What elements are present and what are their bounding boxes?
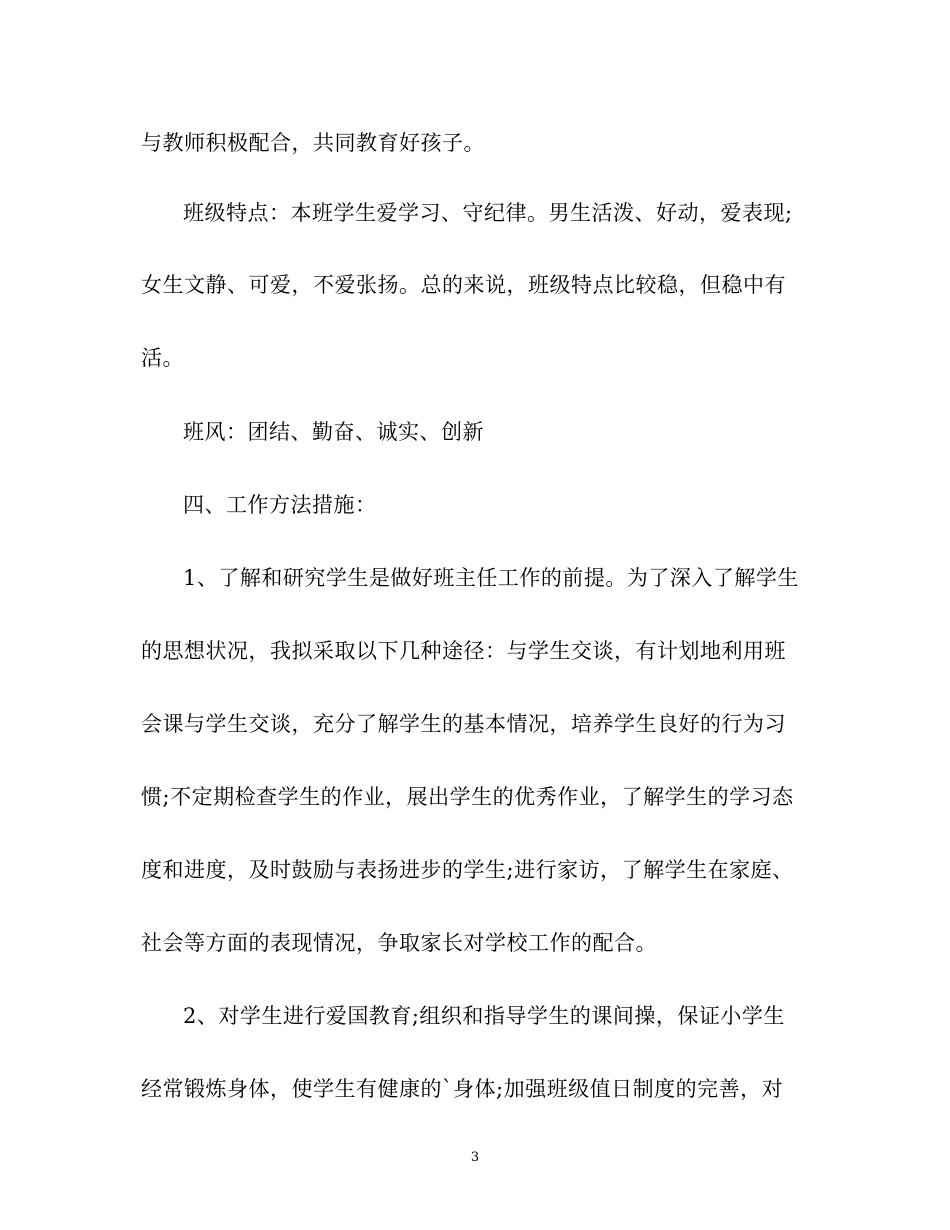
text-line: 1、了解和研究学生是做好班主任工作的前提。为了深入了解学生 bbox=[183, 566, 799, 590]
text-line: 2、对学生进行爱国教育;组织和指导学生的课间操，保证小学生 bbox=[183, 1004, 785, 1028]
text-line: 度和进度，及时鼓励与表扬进步的学生;进行家访，了解学生在家庭、 bbox=[141, 858, 794, 882]
section-heading: 四、工作方法措施： bbox=[183, 493, 377, 517]
text-line: 女生文静、可爱，不爱张扬。总的来说，班级特点比较稳，但稳中有 bbox=[141, 273, 786, 297]
text-line: 经常锻炼身体，使学生有健康的`身体;加强班级值日制度的完善，对 bbox=[141, 1077, 784, 1101]
text-line: 惯;不定期检查学生的作业，展出学生的优秀作业，了解学生的学习态 bbox=[141, 785, 794, 809]
text-line: 班风：团结、勤奋、诚实、创新 bbox=[183, 420, 484, 444]
text-line: 班级特点：本班学生爱学习、守纪律。男生活泼、好动，爱表现; bbox=[183, 201, 793, 225]
text-line: 活。 bbox=[141, 346, 184, 370]
page-number: 3 bbox=[470, 1150, 480, 1165]
text-line: 社会等方面的表现情况，争取家长对学校工作的配合。 bbox=[141, 931, 657, 955]
text-line: 的思想状况，我拟采取以下几种途径：与学生交谈，有计划地利用班 bbox=[141, 639, 786, 663]
text-line: 与教师积极配合，共同教育好孩子。 bbox=[141, 131, 485, 155]
text-line: 会课与学生交谈，充分了解学生的基本情况，培养学生良好的行为习 bbox=[141, 712, 786, 736]
